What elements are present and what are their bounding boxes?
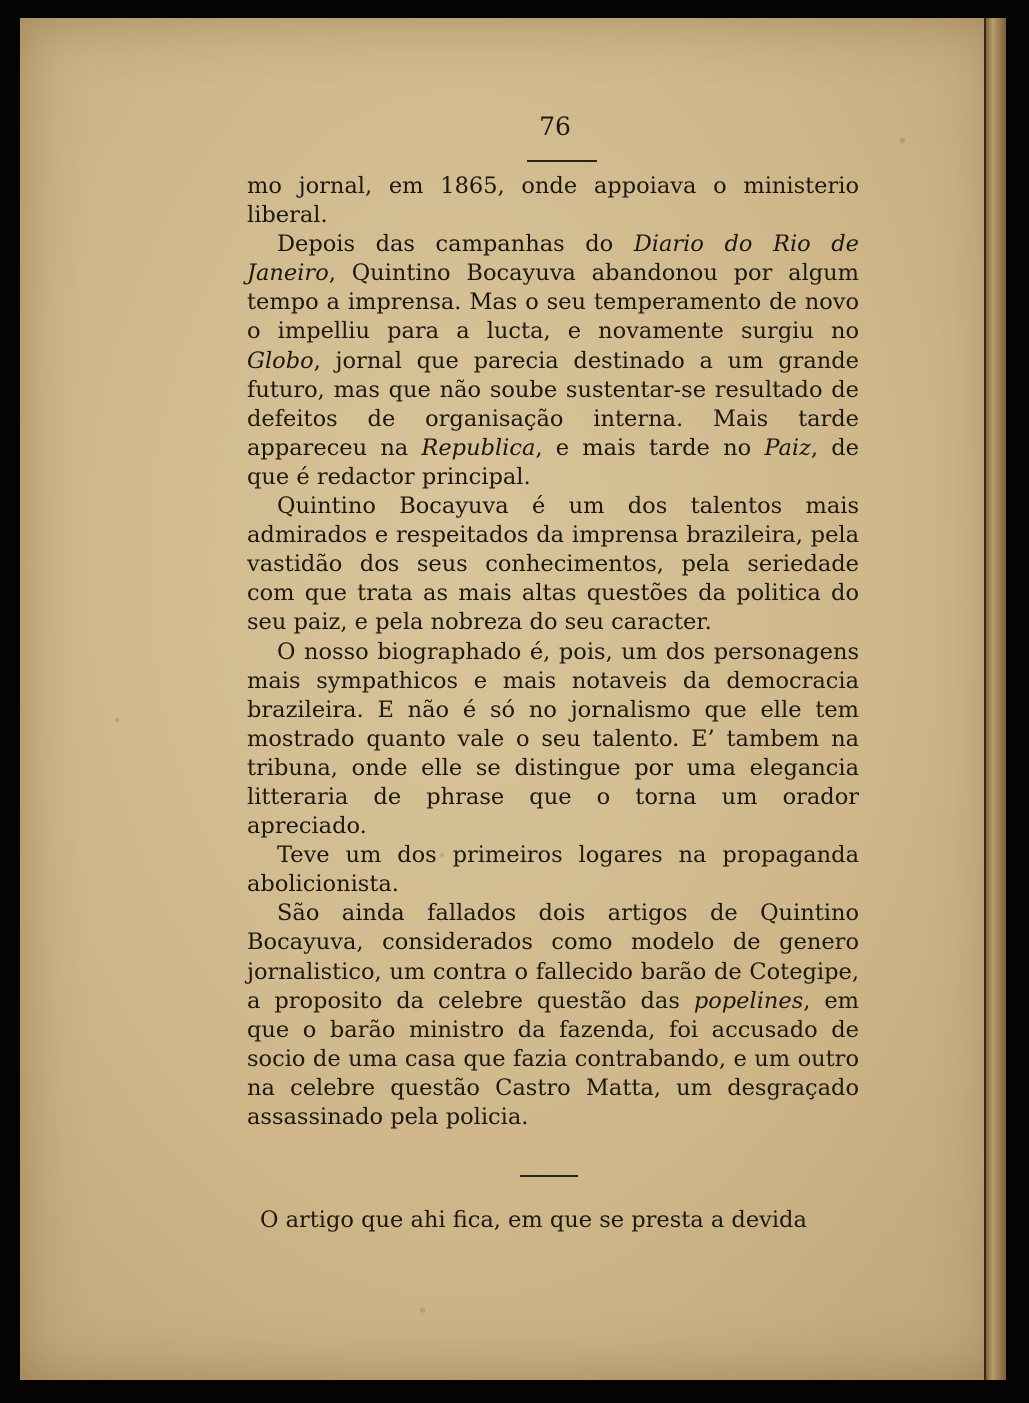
body-text [247,172,859,1132]
paragraph [247,492,859,637]
header-rule [527,160,597,162]
paragraph-text: , em que o barão ministro da fazenda, foi accusado de socio de uma casa que fazia contrabando, e um outro na celebre questão Castro Matta, um desgraçado assassinado pela policia. [247,987,859,1130]
paragraph [247,841,859,899]
italic-title: Republica [421,434,536,461]
paragraph-text: Teve um dos primeiros logares na propaganda abolicionista. [247,842,859,898]
italic-title: Diario do Rio de Janeiro [247,231,859,287]
closing-line: O artigo que ahi fica, em que se presta a devida [260,1207,807,1233]
paragraph-text: mo jornal, em 1865, onde appoiava o ministerio liberal. [247,173,859,229]
paragraph [247,230,859,492]
paragraph-text: São ainda fallados dois artigos de Quintino Bocayuva, considerados como modelo de genero jornalistico, um contra o fallecido barão de Cotegipe, a proposito da celebre questão das [247,900,859,1014]
page-number: 76 [539,112,571,141]
paragraph-text: , Quintino Bocayuva abandonou por algum tempo a imprensa. Mas o seu temperamento de novo o impelliu para a lucta, e novamente surgiu no [247,260,859,345]
paragraph-text: , e mais tarde no [535,434,765,461]
italic-title: Paiz [764,434,811,461]
paragraph [247,172,859,230]
paragraph-text: Quintino Bocayuva é um dos talentos mais admirados e respeitados da imprensa brazileira, pela vastidão dos seus conhecimentos, pela seriedade com que trata as mais altas questões da politica do seu paiz, e pela nobreza do seu caracter. [247,493,859,636]
paragraph-text: Depois das campanhas do [277,231,634,258]
italic-title: Globo [247,347,314,374]
paragraph-text: , de que é redactor principal. [247,434,859,490]
page-gutter-fold [984,18,1006,1380]
italic-title: popelines [693,987,804,1014]
paragraph-text: O nosso biographado é, pois, um dos personagens mais sympathicos e mais notaveis da democracia brazileira. E não é só no jornalismo que elle tem mostrado quanto vale o seu talento. E’ tambem na tribuna, onde elle se distingue por uma elegancia litteraria de phrase que o torna um orador apreciado. [247,638,859,840]
section-rule [520,1175,578,1177]
paragraph [247,638,859,842]
paragraph [247,899,859,1132]
paragraph-text: , jornal que parecia destinado a um grande futuro, mas que não soube sustentar-se resultado de defeitos de organisação interna. Mais tarde appareceu na [247,347,859,461]
